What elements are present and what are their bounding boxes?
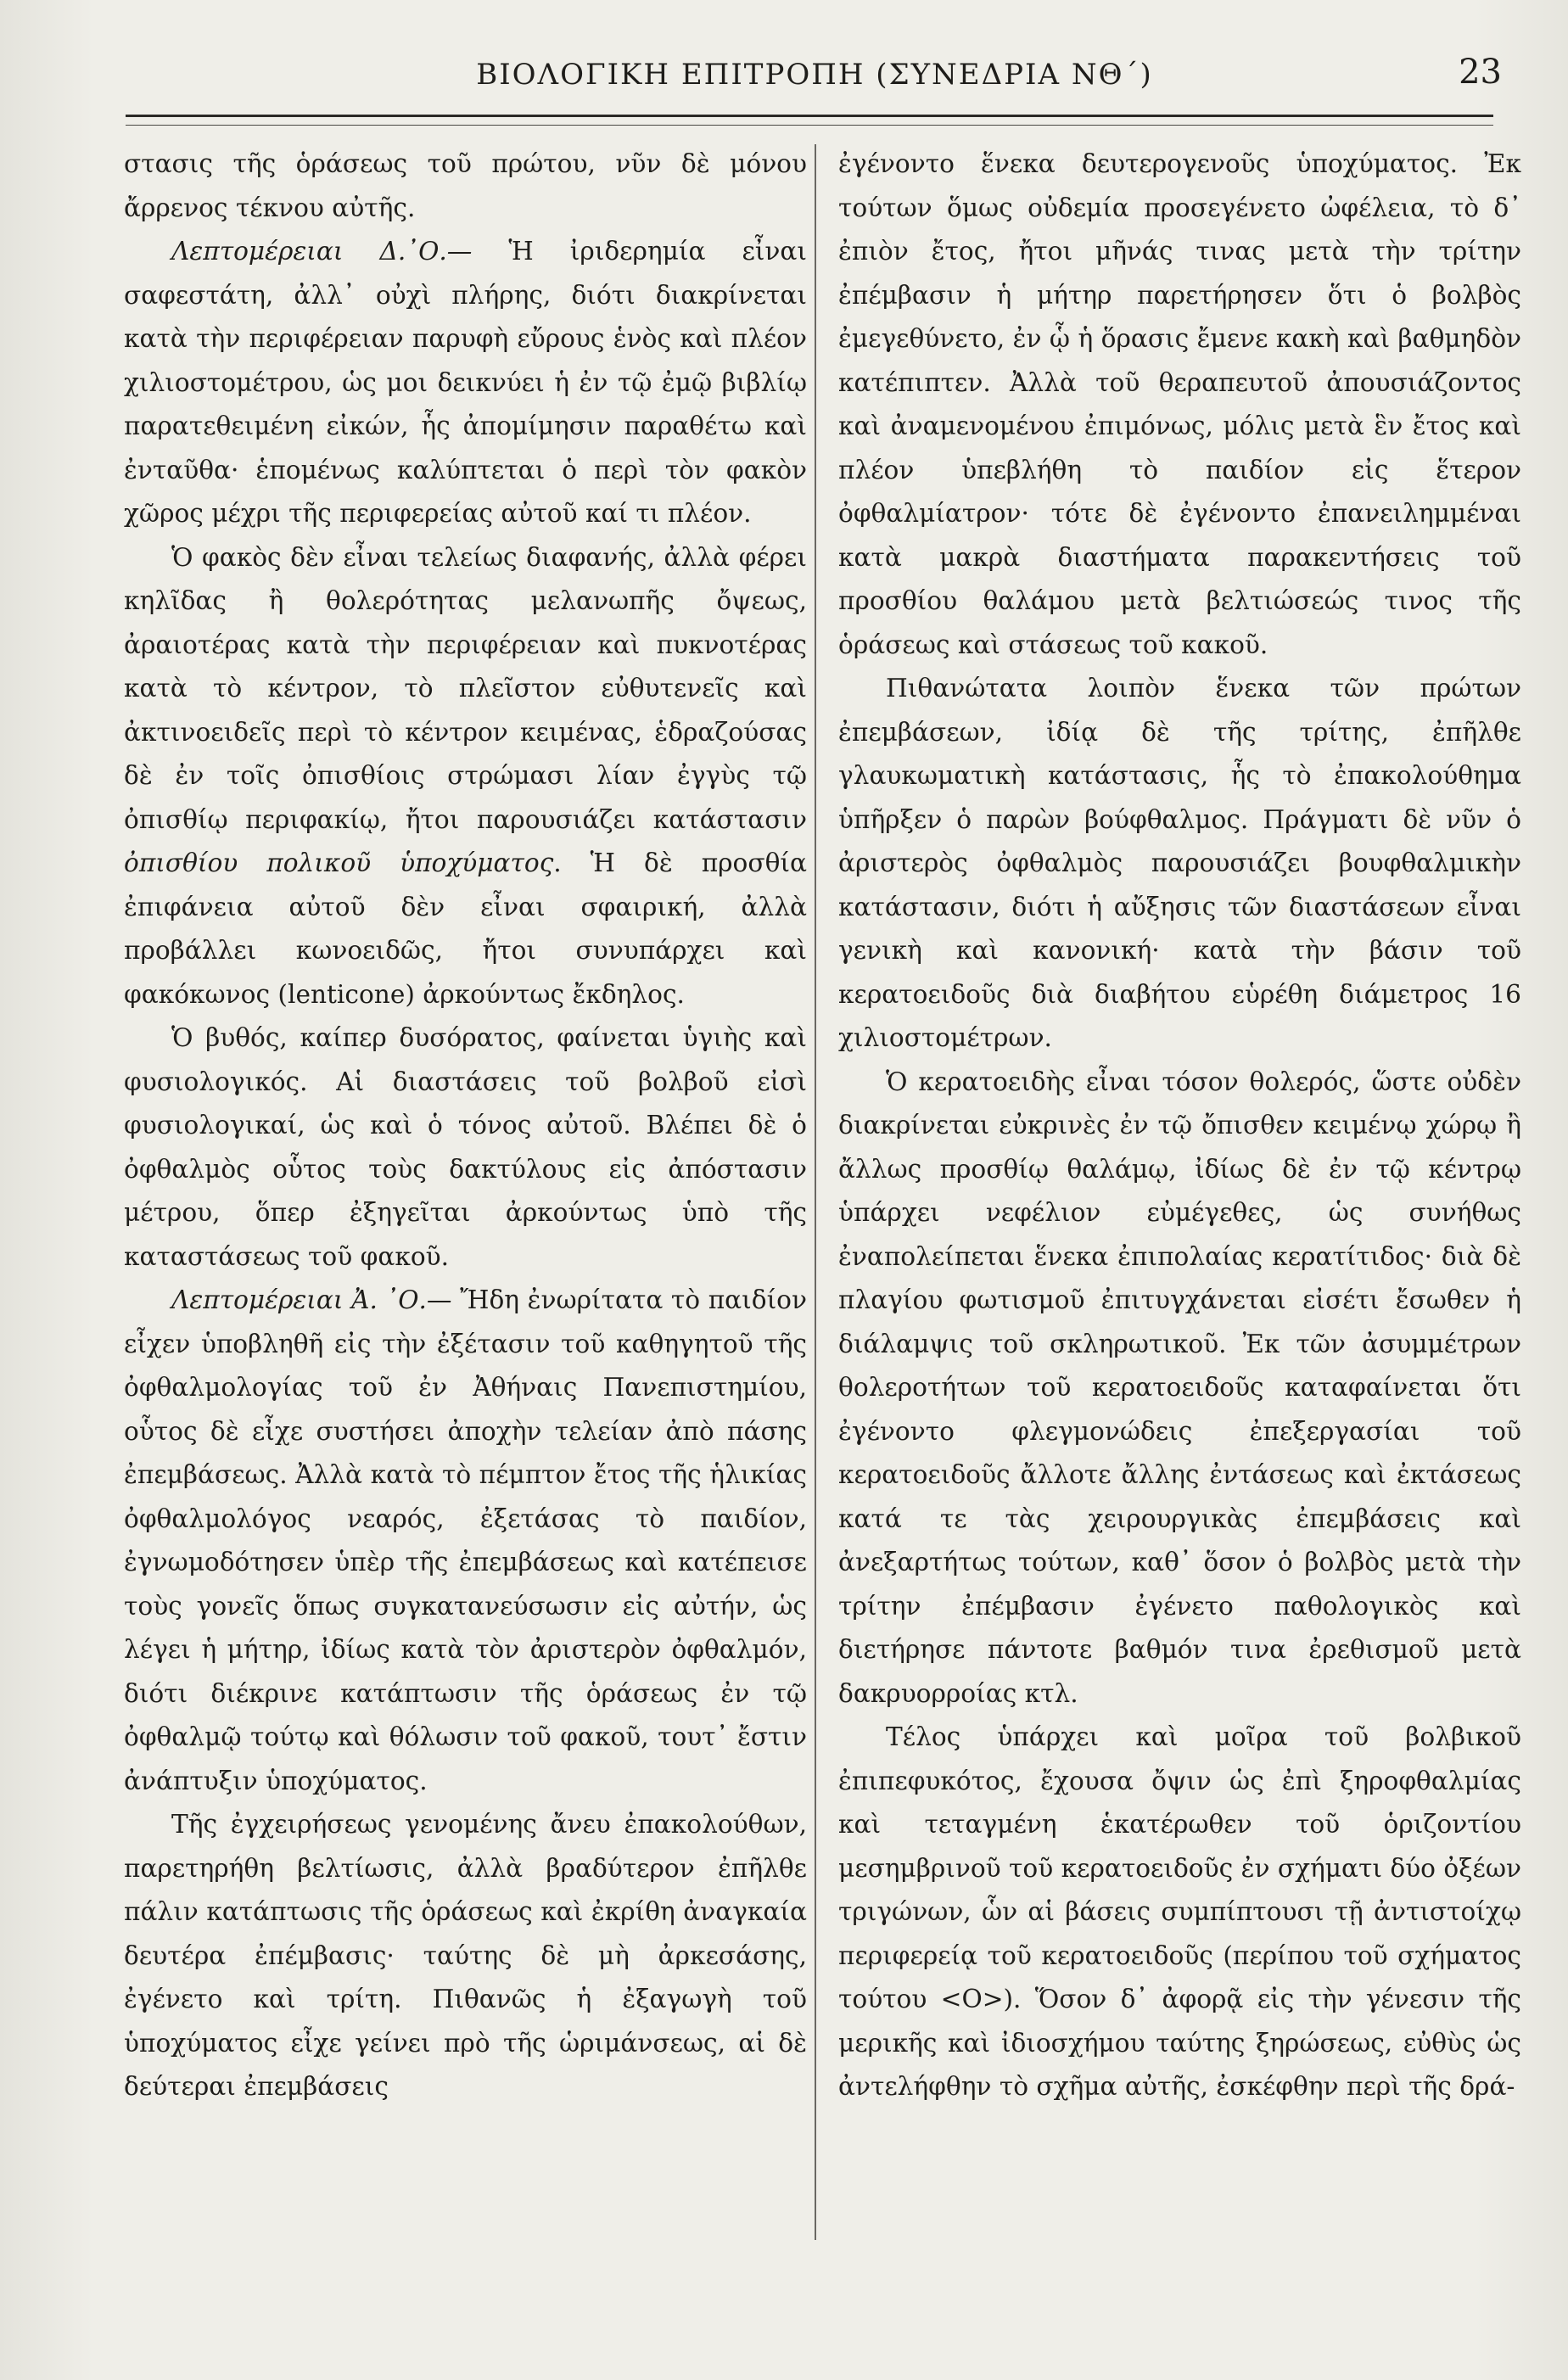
- right-paragraph-4: Τέλος ὑπάρχει καὶ μοῖρα τοῦ βολβικοῦ ἐπιπεφυκότος, ἔχουσα ὄψιν ὡς ἐπὶ ξηροφθαλμίας καὶ τεταγμένη ἑκατέρωθεν τοῦ ὁριζοντίου μεσημβρινοῦ τοῦ κερατοειδοῦς ἐν σχήματι δύο ὀξέων τριγώνων, ὧν αἱ βάσεις συμπίπτουσι τῇ ἀντιστοίχῳ περιφερείᾳ τοῦ κερατοειδοῦς (περίπου τοῦ σχήματος τούτου <O>). Ὅσον δ᾿ ἀφορᾷ εἰς τὴν γένεσιν τῆς μερικῆς καὶ ἰδιοσχήμου ταύτης ξηρώσεως, εὐθὺς ὡς ἀντελήφθην τὸ σχῆμα αὐτῆς, ἐσκέφθην περὶ τῆς δρά-: [838, 1722, 1521, 2101]
- left-paragraph-3-text: Ὁ φακὸς δὲν εἶναι τελείως διαφανής, ἀλλὰ φέρει κηλῖδας ἢ θολερότητας μελανωπῆς ὄψεως, ἀραιοτέρας κατὰ τὴν περιφέρειαν καὶ πυκνοτέρας κατὰ τὸ κέντρον, τὸ πλεῖστον εὐθυτενεῖς καὶ ἀκτινοειδεῖς περὶ τὸ κέντρον κειμένας, ἑδραζούσας δὲ ἐν τοῖς ὀπισθίοις στρώμασι λίαν ἐγγὺς τῷ ὀπισθίῳ περιφακίῳ, ἤτοι παρουσιάζει κατάστασιν: [124, 542, 807, 834]
- left-paragraph-2: [124, 230, 807, 536]
- right-paragraph-3: Ὁ κερατοειδὴς εἶναι τόσον θολερός, ὥστε οὐδὲν διακρίνεται εὐκρινὲς ἐν τῷ ὄπισθεν κειμένῳ χώρῳ ἢ ἄλλως προσθίῳ θαλάμῳ, ἰδίως δὲ ἐν τῷ κέντρῳ ὑπάρχει νεφέλιον εὐμέγεθες, ὡς συνήθως ἐναπολείπεται ἕνεκα ἐπιπολαίας κερατίτιδος· διὰ δὲ πλαγίου φωτισμοῦ ἐπιτυγχάνεται εἰσέτι ἔσωθεν ἡ διάλαμψις τοῦ σκληρωτικοῦ. Ἐκ τῶν ἀσυμμέτρων θολεροτήτων τοῦ κερατοειδοῦς καταφαίνεται ὅτι ἐγένοντο φλεγμονώδεις ἐπεξεργασίαι τοῦ κερατοειδοῦς ἄλλοτε ἄλλης ἐντάσεως καὶ ἐκτάσεως κατά τε τὰς χειρουργικὰς ἐπεμβάσεις καὶ ἀνεξαρτήτως τούτων, καθ᾿ ὅσον ὁ βολβὸς μετὰ τὴν τρίτην ἐπέμβασιν ἐγένετο παθολογικὸς καὶ διετήρησε πάντοτε βαθμόν τινα ἐρεθισμοῦ μετὰ δακρυορροίας κτλ.: [838, 1067, 1521, 1708]
- header-rule-thick: [126, 115, 1493, 117]
- header-rule-thin: [126, 125, 1493, 126]
- left-paragraph-5: [124, 1279, 807, 1803]
- right-paragraph-2: Πιθανώτατα λοιπὸν ἕνεκα τῶν πρώτων ἐπεμβάσεων, ἰδίᾳ δὲ τῆς τρίτης, ἐπῆλθε γλαυκωματικὴ κατάστασις, ἧς τὸ ἐπακολούθημα ὑπῆρξεν ὁ παρὼν βούφθαλμος. Πράγματι δὲ νῦν ὁ ἀριστερὸς ὀφθαλμὸς παρουσιάζει βουφθαλμικὴν κατάστασιν, διότι ἡ αὔξησις τῶν διαστάσεων εἶναι γενικὴ καὶ κανονική· κατὰ τὴν βάσιν τοῦ κερατοειδοῦς διὰ διαβήτου εὑρέθη διάμετρος 16 χιλιοστομέτρων.: [838, 674, 1521, 1052]
- left-paragraph-6: Τῆς ἐγχειρήσεως γενομένης ἄνευ ἐπακολούθων, παρετηρήθη βελτίωσις, ἀλλὰ βραδύτερον ἐπῆλθε πάλιν κατάπτωσις τῆς ὁράσεως καὶ ἐκρίθη ἀναγκαία δευτέρα ἐπέμβασις· ταύτης δὲ μὴ ἀρκεσάσης, ἐγένετο καὶ τρίτη. Πιθανῶς ἡ ἐξαγωγὴ τοῦ ὑποχύματος εἶχε γείνει πρὸ τῆς ὡριμάνσεως, αἱ δὲ δεύτεραι ἐπεμβάσεις: [124, 1810, 807, 2101]
- left-paragraph-1: στασις τῆς ὁράσεως τοῦ πρώτου, νῦν δὲ μόνου ἄρρενος τέκνου αὐτῆς.: [124, 149, 807, 222]
- left-paragraph-3-tail: . Ἡ δὲ προσθία ἐπιφάνεια αὐτοῦ δὲν εἶναι σφαιρική, ἀλλὰ προβάλλει κωνοειδῶς, ἤτοι συνυπάρχει καὶ φακόκωνος (lenticone) ἀρκούντως ἔκδηλος.: [124, 848, 807, 1009]
- column-divider: [815, 144, 816, 2240]
- left-paragraph-4: Ὁ βυθός, καίπερ δυσόρατος, φαίνεται ὑγιὴς καὶ φυσιολογικός. Αἱ διαστάσεις τοῦ βολβοῦ εἰσὶ φυσιολογικαί, ὡς καὶ ὁ τόνος αὐτοῦ. Βλέπει δὲ ὁ ὀφθαλμὸς οὗτος τοὺς δακτύλους εἰς ἀπόστασιν μέτρου, ὅπερ ἐξηγεῖται ἀρκούντως ὑπὸ τῆς καταστάσεως τοῦ φακοῦ.: [124, 1023, 807, 1271]
- page-number: 23: [1459, 53, 1502, 92]
- left-paragraph-3: [124, 536, 807, 1017]
- left-paragraph-5-label: Λεπτομέρειαι Ἀ. ᾿Ο.—: [171, 1285, 452, 1314]
- left-paragraph-2-text: Ἡ ἰριδερημία εἶναι σαφεστάτη, ἀλλ᾿ οὐχὶ πλήρης, διότι διακρίνεται κατὰ τὴν περιφέρειαν παρυφὴ εὔρους ἑνὸς καὶ πλέον χιλιοστομέτρου, ὡς μοι δεικνύει ἡ ἐν τῷ ἐμῷ βιβλίῳ παρατεθειμένη εἰκών, ἧς ἀπομίμησιν παραθέτω καὶ ἐνταῦθα· ἑπομένως καλύπτεται ὁ περὶ τὸν φακὸν χῶρος μέχρι τῆς περιφερείας αὐτοῦ καί τι πλέον.: [124, 237, 807, 528]
- left-column: [124, 143, 807, 2109]
- left-paragraph-2-label: Λεπτομέρειαι Δ.᾿Ο.—: [171, 237, 473, 266]
- left-paragraph-5-text: Ἤδη ἐνωρίτατα τὸ παιδίον εἶχεν ὑποβληθῆ εἰς τὴν ἐξέτασιν τοῦ καθηγητοῦ τῆς ὀφθαλμολογίας τοῦ ἐν Ἀθήναις Πανεπιστημίου, οὗτος δὲ εἶχε συστήσει ἀποχὴν τελείαν ἀπὸ πάσης ἐπεμβάσεως. Ἀλλὰ κατὰ τὸ πέμπτον ἔτος τῆς ἡλικίας ὀφθαλμολόγος νεαρός, ἐξετάσας τὸ παιδίον, ἐγνωμοδότησεν ὑπὲρ τῆς ἐπεμβάσεως καὶ κατέπεισε τοὺς γονεῖς ὅπως συγκατανεύσωσιν εἰς αὐτήν, ὡς λέγει ἡ μήτηρ, ἰδίως κατὰ τὸν ἀριστερὸν ὀφθαλμόν, διότι διέκρινε κατάπτωσιν τῆς ὁράσεως ἐν τῷ ὀφθαλμῷ τούτῳ καὶ θόλωσιν τοῦ φακοῦ, τουτ᾿ ἔστιν ἀνάπτυξιν ὑποχύματος.: [124, 1285, 807, 1795]
- right-column: [838, 143, 1521, 2109]
- running-head-title: ΒΙΟΛΟΓΙΚΗ ΕΠΙΤΡΟΠΗ (ΣΥΝΕΔΡΙΑ ΝΘ΄): [476, 58, 1153, 92]
- right-paragraph-1: ἐγένοντο ἕνεκα δευτερογενοῦς ὑποχύματος. Ἐκ τούτων ὅμως οὐδεμία προσεγένετο ὠφέλεια, τὸ δ᾿ ἐπιὸν ἔτος, ἤτοι μῆνάς τινας μετὰ τὴν τρίτην ἐπέμβασιν ἡ μήτηρ παρετήρησεν ὅτι ὁ βολβὸς ἐμεγεθύνετο, ἐν ᾧ ἡ ὅρασις ἔμενε κακὴ καὶ βαθμηδὸν κατέπιπτεν. Ἀλλὰ τοῦ θεραπευτοῦ ἀπουσιάζοντος καὶ ἀναμενομένου ἐπιμόνως, μόλις μετὰ ἓν ἔτος καὶ πλέον ὑπεβλήθη τὸ παιδίον εἰς ἕτερον ὀφθαλμίατρον· τότε δὲ ἐγένοντο ἐπανειλημμέναι κατὰ μακρὰ διαστήματα παρακεντήσεις τοῦ προσθίου θαλάμου μετὰ βελτιώσεώς τινος τῆς ὁράσεως καὶ στάσεως τοῦ κακοῦ.: [838, 149, 1521, 659]
- running-head: [127, 51, 1502, 102]
- left-paragraph-3-italic: ὀπισθίου πολικοῦ ὑποχύματος: [124, 848, 554, 877]
